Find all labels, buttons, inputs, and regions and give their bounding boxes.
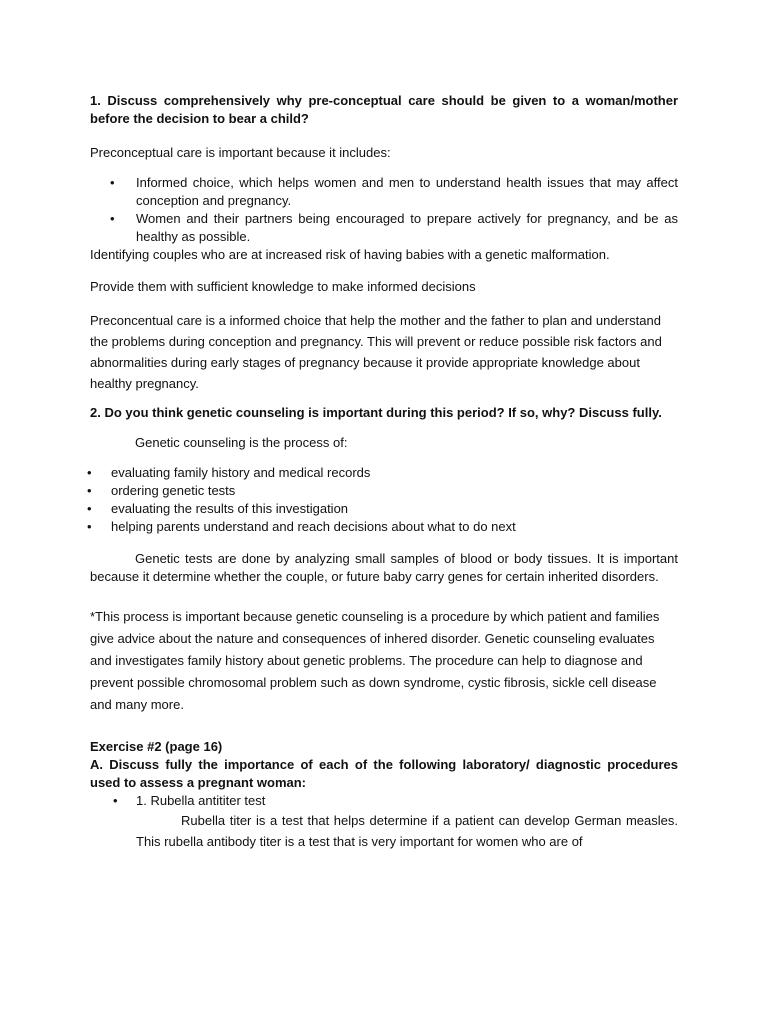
bullet-icon: •: [113, 793, 118, 808]
list-item-text: evaluating the results of this investigation: [111, 501, 349, 516]
provide-knowledge-line: Provide them with sufficient knowledge to make informed decisions: [90, 279, 476, 294]
list-item: [87, 518, 678, 536]
bullet-icon: •: [87, 483, 92, 498]
list-item: [90, 174, 678, 210]
list-item-text: Women and their partners being encouraged to prepare actively for pregnancy, and be as healthy as possible.: [136, 211, 678, 244]
list-item: [90, 210, 678, 246]
genetic-tests-paragraph: Genetic tests are done by analyzing small samples of blood or body tissues. It is important because it determine whether the couple, or future baby carry genes for certain inherited disorders.: [90, 551, 678, 584]
procedure-list: [90, 792, 678, 810]
bullet-icon: •: [87, 501, 92, 516]
question-2-title: 2. Do you think genetic counseling is important during this period? If so, why? Discuss fully.: [90, 405, 662, 420]
bullet-icon: •: [110, 211, 115, 226]
list-item: [87, 482, 678, 500]
bullet-icon: •: [87, 465, 92, 480]
rubella-paragraph: Rubella titer is a test that helps determine if a patient can develop German measles. This rubella antibody titer is a test that is very important for women who are of: [136, 813, 678, 849]
list-item-text: helping parents understand and reach decisions about what to do next: [111, 519, 516, 534]
list-item: [87, 500, 678, 518]
question-1-bullet-list: [90, 174, 678, 246]
question-1-intro: Preconceptual care is important because it includes:: [90, 145, 391, 160]
document-page: [87, 92, 678, 852]
bullet-icon: •: [87, 519, 92, 534]
genetic-risk-line: Identifying couples who are at increased risk of having babies with a genetic malformation.: [90, 247, 610, 262]
list-item-text: Informed choice, which helps women and men to understand health issues that may affect conception and pregnancy.: [136, 175, 678, 208]
question-1-title: 1. Discuss comprehensively why pre-conceptual care should be given to a woman/mother before the decision to bear a child?: [90, 93, 678, 126]
genetic-counseling-bullet-list: [87, 464, 678, 536]
exercise-question: A. Discuss fully the importance of each of the following laboratory/ diagnostic procedures used to assess a pregnant woman:: [90, 757, 678, 790]
list-item-text: 1. Rubella antititer test: [136, 793, 266, 808]
list-item: [87, 464, 678, 482]
list-item-text: ordering genetic tests: [111, 483, 236, 498]
preconceptual-care-paragraph: Preconcentual care is a informed choice that help the mother and the father to plan and understand the problems during conception and pregnancy. This will prevent or reduce possible risk factors and abnormalities during early stages of pregnancy because it provide appropriate knowledge about healthy pregnancy.: [90, 313, 662, 391]
bullet-icon: •: [110, 175, 115, 190]
question-2-intro: Genetic counseling is the process of:: [135, 435, 348, 450]
genetic-counseling-importance-paragraph: *This process is important because genetic counseling is a procedure by which patient and families give advice about the nature and consequences of inhered disorder. Genetic counseling evaluates and investigates family history about genetic problems. The procedure can help to diagnose and prevent possible chromosomal problem such as down syndrome, cystic fibrosis, sickle cell disease and many more.: [90, 609, 660, 712]
list-item: [90, 792, 678, 810]
exercise-title: Exercise #2 (page 16): [90, 739, 223, 754]
list-item-text: evaluating family history and medical records: [111, 465, 371, 480]
